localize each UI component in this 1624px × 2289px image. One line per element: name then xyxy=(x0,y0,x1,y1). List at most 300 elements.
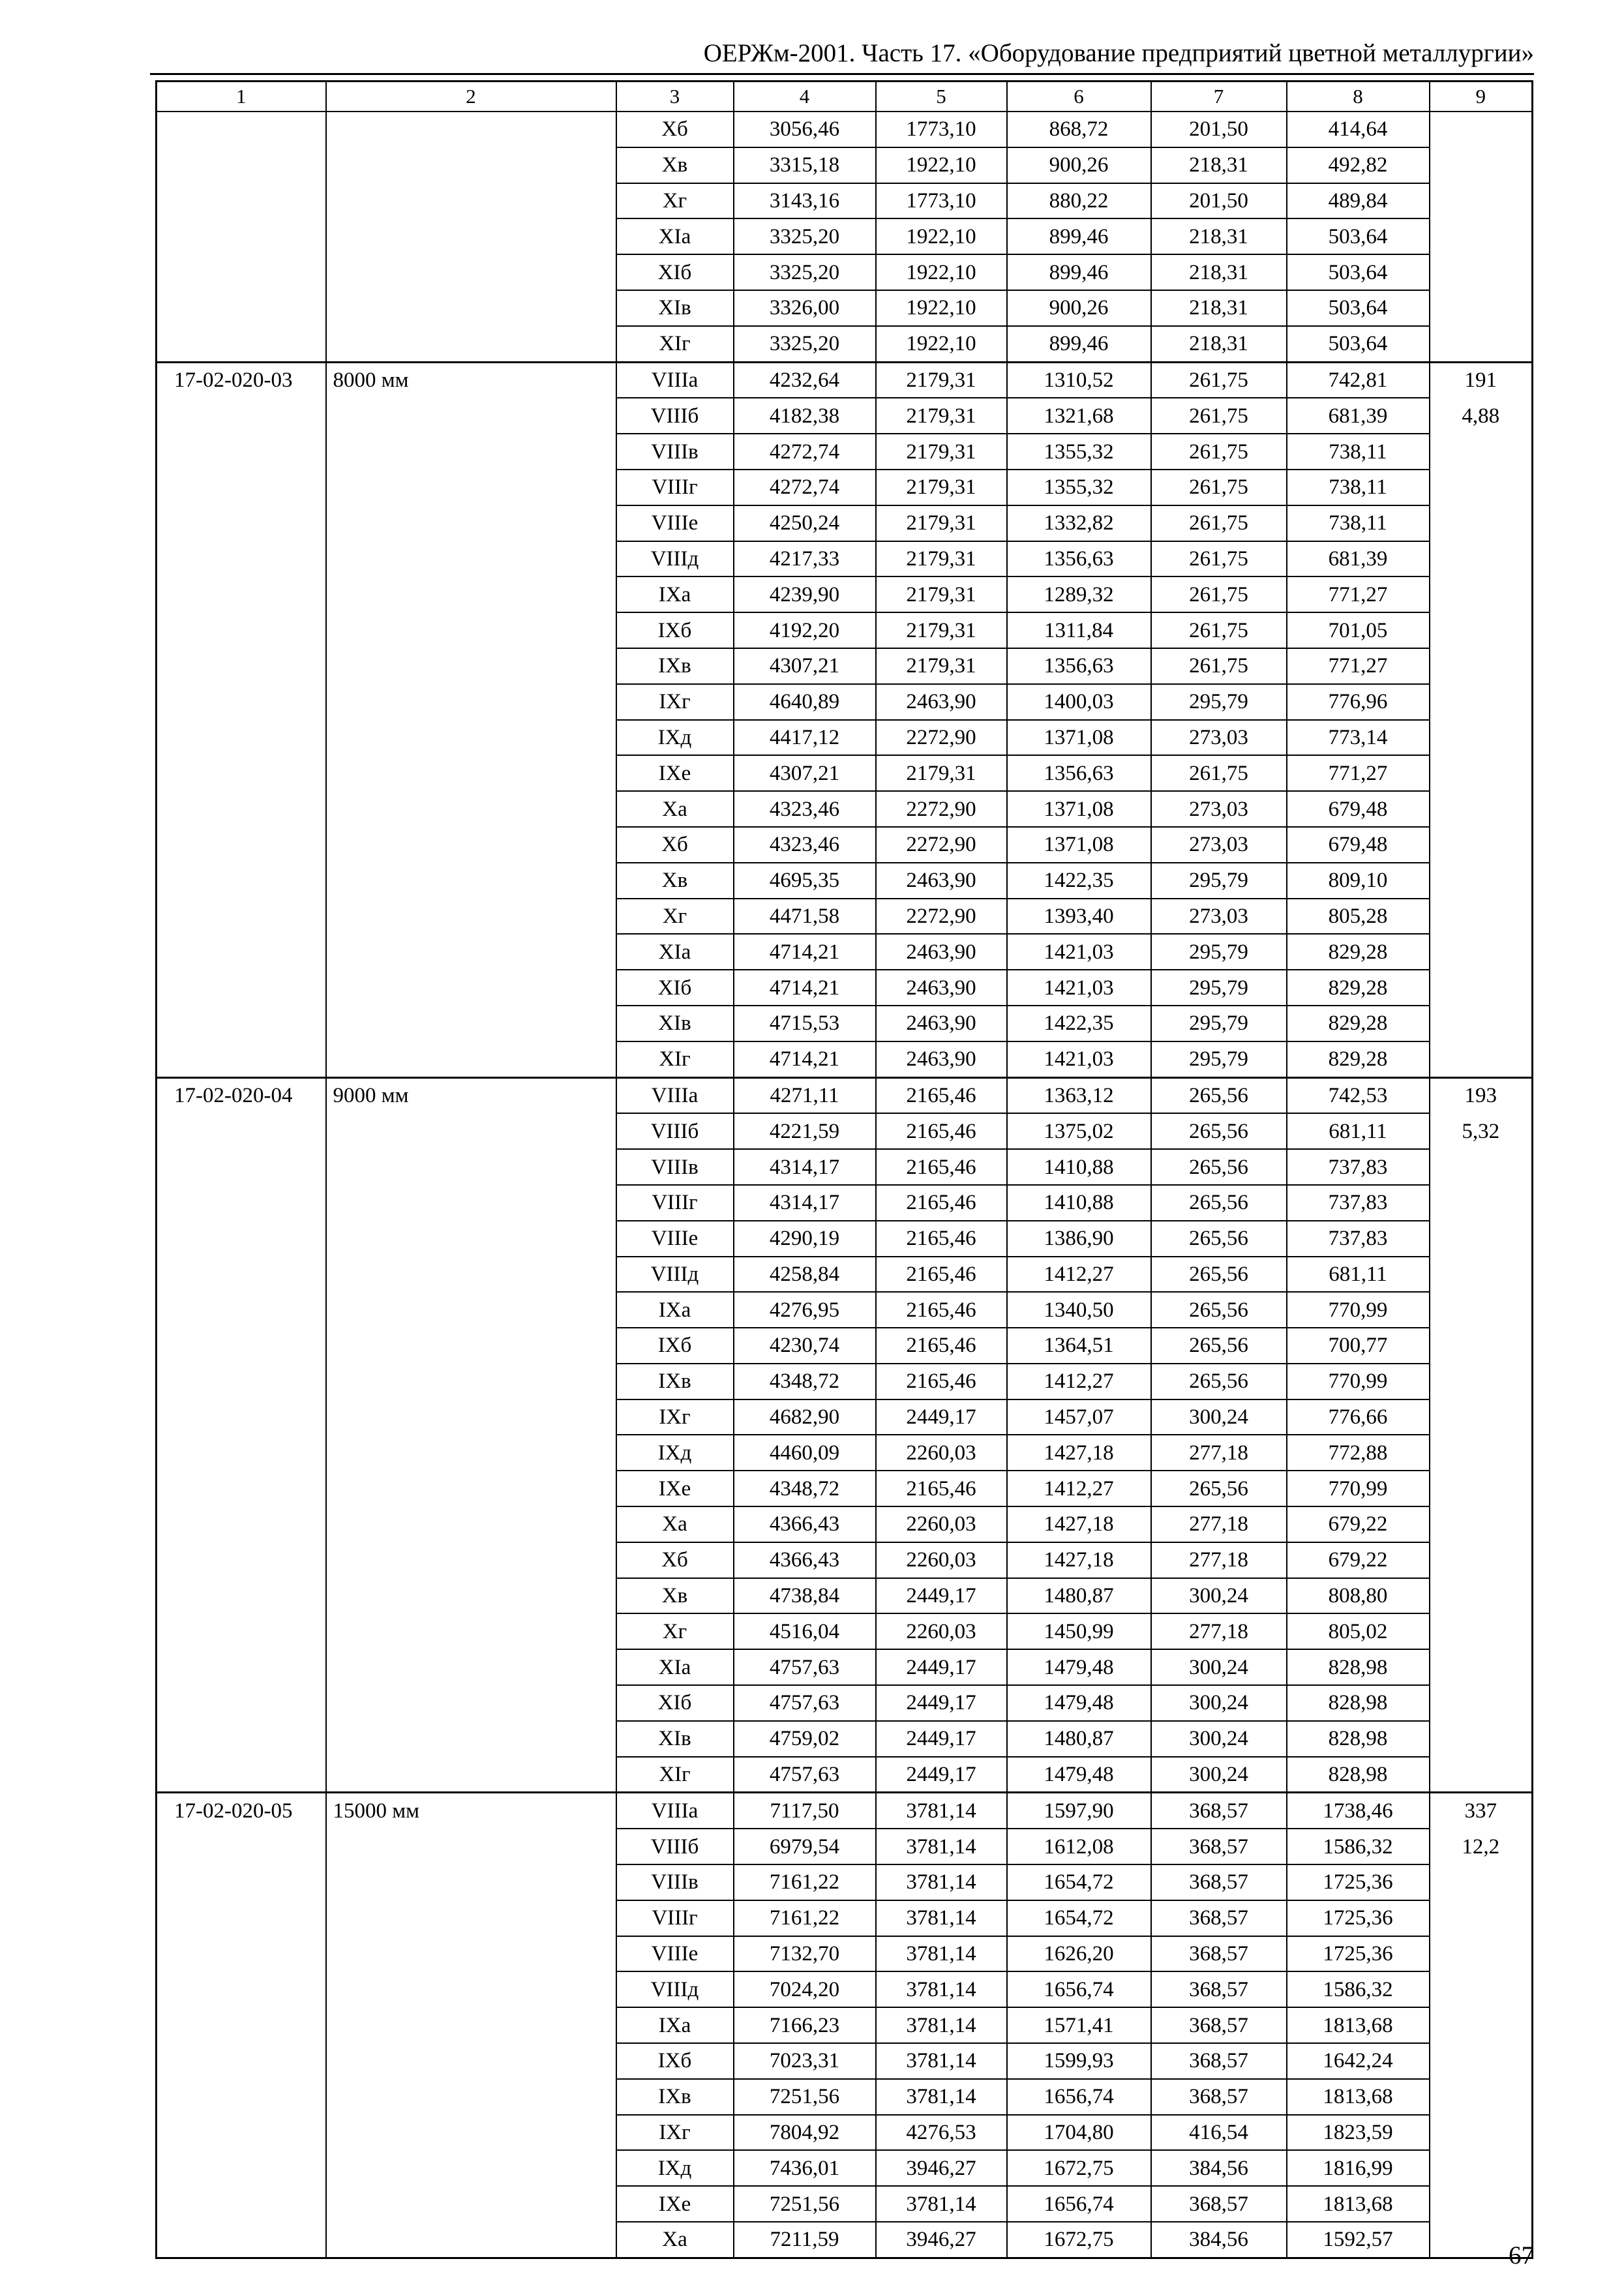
equipment-size xyxy=(326,183,616,219)
machine-cost: 1410,88 xyxy=(1007,1149,1151,1185)
table-row xyxy=(157,1542,1533,1578)
region-code: IXа xyxy=(616,1292,734,1328)
materials: 829,28 xyxy=(1287,934,1430,970)
machinist-wages: 273,03 xyxy=(1151,791,1287,827)
table-row xyxy=(157,1471,1533,1506)
rate-code xyxy=(157,899,326,935)
materials: 503,64 xyxy=(1287,326,1430,362)
equipment-size xyxy=(326,2079,616,2115)
table-row xyxy=(157,183,1533,219)
rate-code xyxy=(157,1113,326,1149)
region-code: VIIIб xyxy=(616,1113,734,1149)
labor-note xyxy=(1430,2115,1533,2151)
rate-code xyxy=(157,1685,326,1721)
table-row xyxy=(157,218,1533,254)
table-row xyxy=(157,612,1533,648)
machinist-wages: 273,03 xyxy=(1151,827,1287,863)
rate-code: 17-02-020-05 xyxy=(157,1793,326,1829)
total-cost: 4221,59 xyxy=(734,1113,876,1149)
table-row xyxy=(157,2115,1533,2151)
machine-cost: 1364,51 xyxy=(1007,1328,1151,1364)
machine-cost: 1412,27 xyxy=(1007,1471,1151,1506)
table-row xyxy=(157,362,1533,398)
labor-note xyxy=(1430,970,1533,1006)
labor-note xyxy=(1430,827,1533,863)
table-row xyxy=(157,1578,1533,1614)
equipment-size xyxy=(326,1149,616,1185)
total-cost: 4182,38 xyxy=(734,398,876,434)
table-row xyxy=(157,791,1533,827)
table-row xyxy=(157,434,1533,470)
equipment-size xyxy=(326,1506,616,1542)
equipment-size xyxy=(326,1542,616,1578)
region-code: XIб xyxy=(616,970,734,1006)
rate-code xyxy=(157,1041,326,1077)
table-row xyxy=(157,1506,1533,1542)
labor-note xyxy=(1430,863,1533,899)
region-code: VIIIе xyxy=(616,505,734,541)
machinist-wages: 300,24 xyxy=(1151,1399,1287,1435)
equipment-size xyxy=(326,1721,616,1757)
machinist-wages: 261,75 xyxy=(1151,505,1287,541)
total-cost: 7211,59 xyxy=(734,2222,876,2258)
machine-cost: 899,46 xyxy=(1007,254,1151,290)
table-row xyxy=(157,1793,1533,1829)
machinist-wages: 300,24 xyxy=(1151,1721,1287,1757)
machinist-wages: 295,79 xyxy=(1151,934,1287,970)
rate-code xyxy=(157,218,326,254)
labor-note xyxy=(1430,1221,1533,1257)
region-code: Xг xyxy=(616,899,734,935)
labor-note: 5,32 xyxy=(1430,1113,1533,1149)
machine-cost: 1310,52 xyxy=(1007,362,1151,398)
materials: 492,82 xyxy=(1287,147,1430,183)
machine-cost: 868,72 xyxy=(1007,112,1151,147)
labor-note xyxy=(1430,576,1533,612)
machinist-wages: 295,79 xyxy=(1151,863,1287,899)
region-code: IXв xyxy=(616,648,734,684)
rate-code xyxy=(157,720,326,756)
table-row xyxy=(157,1757,1533,1793)
machinist-wages: 300,24 xyxy=(1151,1649,1287,1685)
table-row xyxy=(157,2079,1533,2115)
machinist-wages: 261,75 xyxy=(1151,434,1287,470)
machinist-wages: 273,03 xyxy=(1151,899,1287,935)
region-code: IXе xyxy=(616,2186,734,2222)
table-row xyxy=(157,648,1533,684)
column-number: 1 xyxy=(157,82,326,112)
table-row xyxy=(157,2043,1533,2079)
labor-note xyxy=(1430,1757,1533,1793)
machinist-wages: 416,54 xyxy=(1151,2115,1287,2151)
total-cost: 4471,58 xyxy=(734,899,876,935)
materials: 737,83 xyxy=(1287,1149,1430,1185)
materials: 681,39 xyxy=(1287,398,1430,434)
wages: 4276,53 xyxy=(876,2115,1007,2151)
materials: 828,98 xyxy=(1287,1721,1430,1757)
total-cost: 3143,16 xyxy=(734,183,876,219)
machine-cost: 1422,35 xyxy=(1007,863,1151,899)
region-code: IXб xyxy=(616,2043,734,2079)
equipment-size xyxy=(326,2115,616,2151)
materials: 1642,24 xyxy=(1287,2043,1430,2079)
wages: 3781,14 xyxy=(876,1936,1007,1972)
rate-code xyxy=(157,2222,326,2258)
wages: 2272,90 xyxy=(876,720,1007,756)
region-code: VIIIв xyxy=(616,1864,734,1900)
machine-cost: 1412,27 xyxy=(1007,1257,1151,1293)
equipment-size xyxy=(326,576,616,612)
rate-code xyxy=(157,1506,326,1542)
machine-cost: 1289,32 xyxy=(1007,576,1151,612)
labor-note xyxy=(1430,147,1533,183)
machine-cost: 1480,87 xyxy=(1007,1578,1151,1614)
labor-note xyxy=(1430,934,1533,970)
total-cost: 4314,17 xyxy=(734,1185,876,1221)
materials: 771,27 xyxy=(1287,648,1430,684)
labor-note xyxy=(1430,1185,1533,1221)
region-code: IXв xyxy=(616,2079,734,2115)
machinist-wages: 261,75 xyxy=(1151,648,1287,684)
machine-cost: 1480,87 xyxy=(1007,1721,1151,1757)
rate-code xyxy=(157,112,326,147)
rate-code xyxy=(157,505,326,541)
document-header: ОЕРЖм-2001. Часть 17. «Оборудование предприятий цветной металлургии» xyxy=(703,39,1534,67)
total-cost: 4272,74 xyxy=(734,470,876,505)
materials: 503,64 xyxy=(1287,290,1430,326)
equipment-size xyxy=(326,720,616,756)
labor-note xyxy=(1430,791,1533,827)
table-row xyxy=(157,147,1533,183)
materials: 503,64 xyxy=(1287,218,1430,254)
machinist-wages: 368,57 xyxy=(1151,1829,1287,1864)
equipment-size xyxy=(326,970,616,1006)
rate-code xyxy=(157,290,326,326)
wages: 1773,10 xyxy=(876,112,1007,147)
materials: 738,11 xyxy=(1287,505,1430,541)
labor-note xyxy=(1430,434,1533,470)
labor-note xyxy=(1430,1399,1533,1435)
equipment-size xyxy=(326,1435,616,1471)
region-code: VIIIа xyxy=(616,1793,734,1829)
column-number: 5 xyxy=(876,82,1007,112)
labor-note xyxy=(1430,755,1533,791)
machine-cost: 1427,18 xyxy=(1007,1506,1151,1542)
materials: 503,64 xyxy=(1287,254,1430,290)
rate-code xyxy=(157,1613,326,1649)
total-cost: 4366,43 xyxy=(734,1542,876,1578)
labor-note xyxy=(1430,1971,1533,2007)
rate-code xyxy=(157,541,326,577)
rate-code xyxy=(157,183,326,219)
wages: 2260,03 xyxy=(876,1542,1007,1578)
region-code: Xа xyxy=(616,791,734,827)
equipment-size xyxy=(326,147,616,183)
total-cost: 4192,20 xyxy=(734,612,876,648)
rate-code xyxy=(157,755,326,791)
region-code: IXе xyxy=(616,1471,734,1506)
equipment-size xyxy=(326,1900,616,1936)
machinist-wages: 295,79 xyxy=(1151,1041,1287,1077)
machine-cost: 1427,18 xyxy=(1007,1542,1151,1578)
region-code: Xг xyxy=(616,1613,734,1649)
rate-code xyxy=(157,1328,326,1364)
machinist-wages: 261,75 xyxy=(1151,576,1287,612)
total-cost: 4307,21 xyxy=(734,648,876,684)
rate-code: 17-02-020-04 xyxy=(157,1077,326,1113)
machine-cost: 1422,35 xyxy=(1007,1006,1151,1041)
equipment-size xyxy=(326,1649,616,1685)
region-code: VIIIа xyxy=(616,1077,734,1113)
machine-cost: 900,26 xyxy=(1007,290,1151,326)
wages: 2449,17 xyxy=(876,1649,1007,1685)
region-code: Xб xyxy=(616,1542,734,1578)
rate-code xyxy=(157,684,326,720)
labor-note xyxy=(1430,326,1533,362)
rate-code xyxy=(157,1542,326,1578)
wages: 2179,31 xyxy=(876,755,1007,791)
total-cost: 7023,31 xyxy=(734,2043,876,2079)
wages: 2272,90 xyxy=(876,899,1007,935)
labor-note xyxy=(1430,684,1533,720)
equipment-size xyxy=(326,2186,616,2222)
table-row xyxy=(157,576,1533,612)
materials: 742,53 xyxy=(1287,1077,1430,1113)
total-cost: 7161,22 xyxy=(734,1900,876,1936)
equipment-size xyxy=(326,2043,616,2079)
table-row xyxy=(157,1328,1533,1364)
total-cost: 4759,02 xyxy=(734,1721,876,1757)
total-cost: 4757,63 xyxy=(734,1685,876,1721)
region-code: IXа xyxy=(616,576,734,612)
equipment-size xyxy=(326,505,616,541)
rate-code xyxy=(157,254,326,290)
region-code: IXг xyxy=(616,2115,734,2151)
region-code: Xв xyxy=(616,1578,734,1614)
machinist-wages: 295,79 xyxy=(1151,1006,1287,1041)
rate-code xyxy=(157,1292,326,1328)
region-code: XIв xyxy=(616,290,734,326)
equipment-size xyxy=(326,1399,616,1435)
rate-code xyxy=(157,2079,326,2115)
machinist-wages: 265,56 xyxy=(1151,1292,1287,1328)
wages: 2165,46 xyxy=(876,1221,1007,1257)
machinist-wages: 265,56 xyxy=(1151,1185,1287,1221)
machinist-wages: 218,31 xyxy=(1151,326,1287,362)
total-cost: 4323,46 xyxy=(734,791,876,827)
materials: 701,05 xyxy=(1287,612,1430,648)
labor-note xyxy=(1430,1149,1533,1185)
wages: 2449,17 xyxy=(876,1399,1007,1435)
region-code: VIIIд xyxy=(616,1971,734,2007)
total-cost: 4460,09 xyxy=(734,1435,876,1471)
region-code: IXд xyxy=(616,1435,734,1471)
materials: 681,39 xyxy=(1287,541,1430,577)
equipment-size xyxy=(326,1829,616,1864)
machinist-wages: 261,75 xyxy=(1151,612,1287,648)
total-cost: 4757,63 xyxy=(734,1649,876,1685)
table-row xyxy=(157,1364,1533,1399)
machine-cost: 1571,41 xyxy=(1007,2007,1151,2043)
wages: 2463,90 xyxy=(876,863,1007,899)
machinist-wages: 265,56 xyxy=(1151,1077,1287,1113)
total-cost: 4695,35 xyxy=(734,863,876,899)
region-code: Xа xyxy=(616,1506,734,1542)
materials: 828,98 xyxy=(1287,1757,1430,1793)
materials: 829,28 xyxy=(1287,1041,1430,1077)
table-row xyxy=(157,827,1533,863)
region-code: VIIIб xyxy=(616,1829,734,1864)
total-cost: 4307,21 xyxy=(734,755,876,791)
machine-cost: 1400,03 xyxy=(1007,684,1151,720)
equipment-size: 15000 мм xyxy=(326,1793,616,1829)
equipment-size xyxy=(326,1971,616,2007)
rate-code xyxy=(157,1757,326,1793)
labor-note xyxy=(1430,1578,1533,1614)
labor-note xyxy=(1430,183,1533,219)
table-row xyxy=(157,684,1533,720)
total-cost: 3325,20 xyxy=(734,326,876,362)
wages: 3781,14 xyxy=(876,2043,1007,2079)
equipment-size xyxy=(326,1471,616,1506)
equipment-size xyxy=(326,1613,616,1649)
column-number: 8 xyxy=(1287,82,1430,112)
table-row xyxy=(157,755,1533,791)
rate-code xyxy=(157,1185,326,1221)
machinist-wages: 384,56 xyxy=(1151,2222,1287,2258)
machinist-wages: 277,18 xyxy=(1151,1613,1287,1649)
total-cost: 7132,70 xyxy=(734,1936,876,1972)
machinist-wages: 261,75 xyxy=(1151,541,1287,577)
materials: 776,96 xyxy=(1287,684,1430,720)
materials: 770,99 xyxy=(1287,1292,1430,1328)
wages: 1773,10 xyxy=(876,183,1007,219)
materials: 1725,36 xyxy=(1287,1864,1430,1900)
materials: 742,81 xyxy=(1287,362,1430,398)
total-cost: 6979,54 xyxy=(734,1829,876,1864)
table-body xyxy=(157,82,1533,2258)
materials: 772,88 xyxy=(1287,1435,1430,1471)
table-row xyxy=(157,899,1533,935)
materials: 1738,46 xyxy=(1287,1793,1430,1829)
machine-cost: 1479,48 xyxy=(1007,1649,1151,1685)
table-row xyxy=(157,1185,1533,1221)
machine-cost: 1393,40 xyxy=(1007,899,1151,935)
total-cost: 4714,21 xyxy=(734,934,876,970)
total-cost: 7436,01 xyxy=(734,2150,876,2186)
machine-cost: 1412,27 xyxy=(1007,1364,1151,1399)
machine-cost: 900,26 xyxy=(1007,147,1151,183)
rate-code xyxy=(157,791,326,827)
wages: 2260,03 xyxy=(876,1506,1007,1542)
machine-cost: 1410,88 xyxy=(1007,1185,1151,1221)
table-row xyxy=(157,1721,1533,1757)
equipment-size xyxy=(326,863,616,899)
machine-cost: 880,22 xyxy=(1007,183,1151,219)
total-cost: 4366,43 xyxy=(734,1506,876,1542)
table-row xyxy=(157,2150,1533,2186)
page-number: 67 xyxy=(1509,2241,1534,2269)
materials: 770,99 xyxy=(1287,1364,1430,1399)
labor-note xyxy=(1430,1900,1533,1936)
labor-note: 4,88 xyxy=(1430,398,1533,434)
region-code: IXд xyxy=(616,720,734,756)
materials: 737,83 xyxy=(1287,1221,1430,1257)
machinist-wages: 261,75 xyxy=(1151,398,1287,434)
machine-cost: 1371,08 xyxy=(1007,791,1151,827)
region-code: VIIIд xyxy=(616,541,734,577)
machine-cost: 1656,74 xyxy=(1007,2186,1151,2222)
equipment-size xyxy=(326,541,616,577)
column-number: 6 xyxy=(1007,82,1151,112)
machine-cost: 1479,48 xyxy=(1007,1757,1151,1793)
rate-code xyxy=(157,2186,326,2222)
labor-note: 191 xyxy=(1430,362,1533,398)
materials: 808,80 xyxy=(1287,1578,1430,1614)
materials: 1725,36 xyxy=(1287,1900,1430,1936)
equipment-size xyxy=(326,1292,616,1328)
region-code: IXв xyxy=(616,1364,734,1399)
equipment-size xyxy=(326,1041,616,1077)
labor-note xyxy=(1430,2186,1533,2222)
wages: 2179,31 xyxy=(876,576,1007,612)
wages: 2449,17 xyxy=(876,1757,1007,1793)
materials: 1813,68 xyxy=(1287,2186,1430,2222)
wages: 1922,10 xyxy=(876,326,1007,362)
table-row xyxy=(157,1221,1533,1257)
rate-code xyxy=(157,398,326,434)
equipment-size xyxy=(326,434,616,470)
labor-note xyxy=(1430,720,1533,756)
machinist-wages: 368,57 xyxy=(1151,2079,1287,2115)
table-row xyxy=(157,1864,1533,1900)
labor-note xyxy=(1430,1041,1533,1077)
total-cost: 4323,46 xyxy=(734,827,876,863)
machinist-wages: 273,03 xyxy=(1151,720,1287,756)
materials: 805,28 xyxy=(1287,899,1430,935)
equipment-size xyxy=(326,2222,616,2258)
region-code: Xг xyxy=(616,183,734,219)
labor-note xyxy=(1430,1471,1533,1506)
rate-code xyxy=(157,1829,326,1864)
equipment-size: 8000 мм xyxy=(326,362,616,398)
total-cost: 7166,23 xyxy=(734,2007,876,2043)
machine-cost: 1421,03 xyxy=(1007,1041,1151,1077)
table-row xyxy=(157,1900,1533,1936)
table-row xyxy=(157,505,1533,541)
equipment-size xyxy=(326,791,616,827)
total-cost: 7251,56 xyxy=(734,2079,876,2115)
table-row xyxy=(157,2222,1533,2258)
total-cost: 4290,19 xyxy=(734,1221,876,1257)
labor-note xyxy=(1430,2043,1533,2079)
materials: 828,98 xyxy=(1287,1649,1430,1685)
total-cost: 4271,11 xyxy=(734,1077,876,1113)
wages: 2165,46 xyxy=(876,1292,1007,1328)
wages: 1922,10 xyxy=(876,218,1007,254)
total-cost: 4757,63 xyxy=(734,1757,876,1793)
region-code: IXе xyxy=(616,755,734,791)
machinist-wages: 261,75 xyxy=(1151,362,1287,398)
machinist-wages: 218,31 xyxy=(1151,147,1287,183)
machine-cost: 1321,68 xyxy=(1007,398,1151,434)
region-code: VIIIв xyxy=(616,1149,734,1185)
rate-code xyxy=(157,1471,326,1506)
total-cost: 4232,64 xyxy=(734,362,876,398)
machine-cost: 1311,84 xyxy=(1007,612,1151,648)
equipment-size xyxy=(326,1364,616,1399)
equipment-size xyxy=(326,1936,616,1972)
